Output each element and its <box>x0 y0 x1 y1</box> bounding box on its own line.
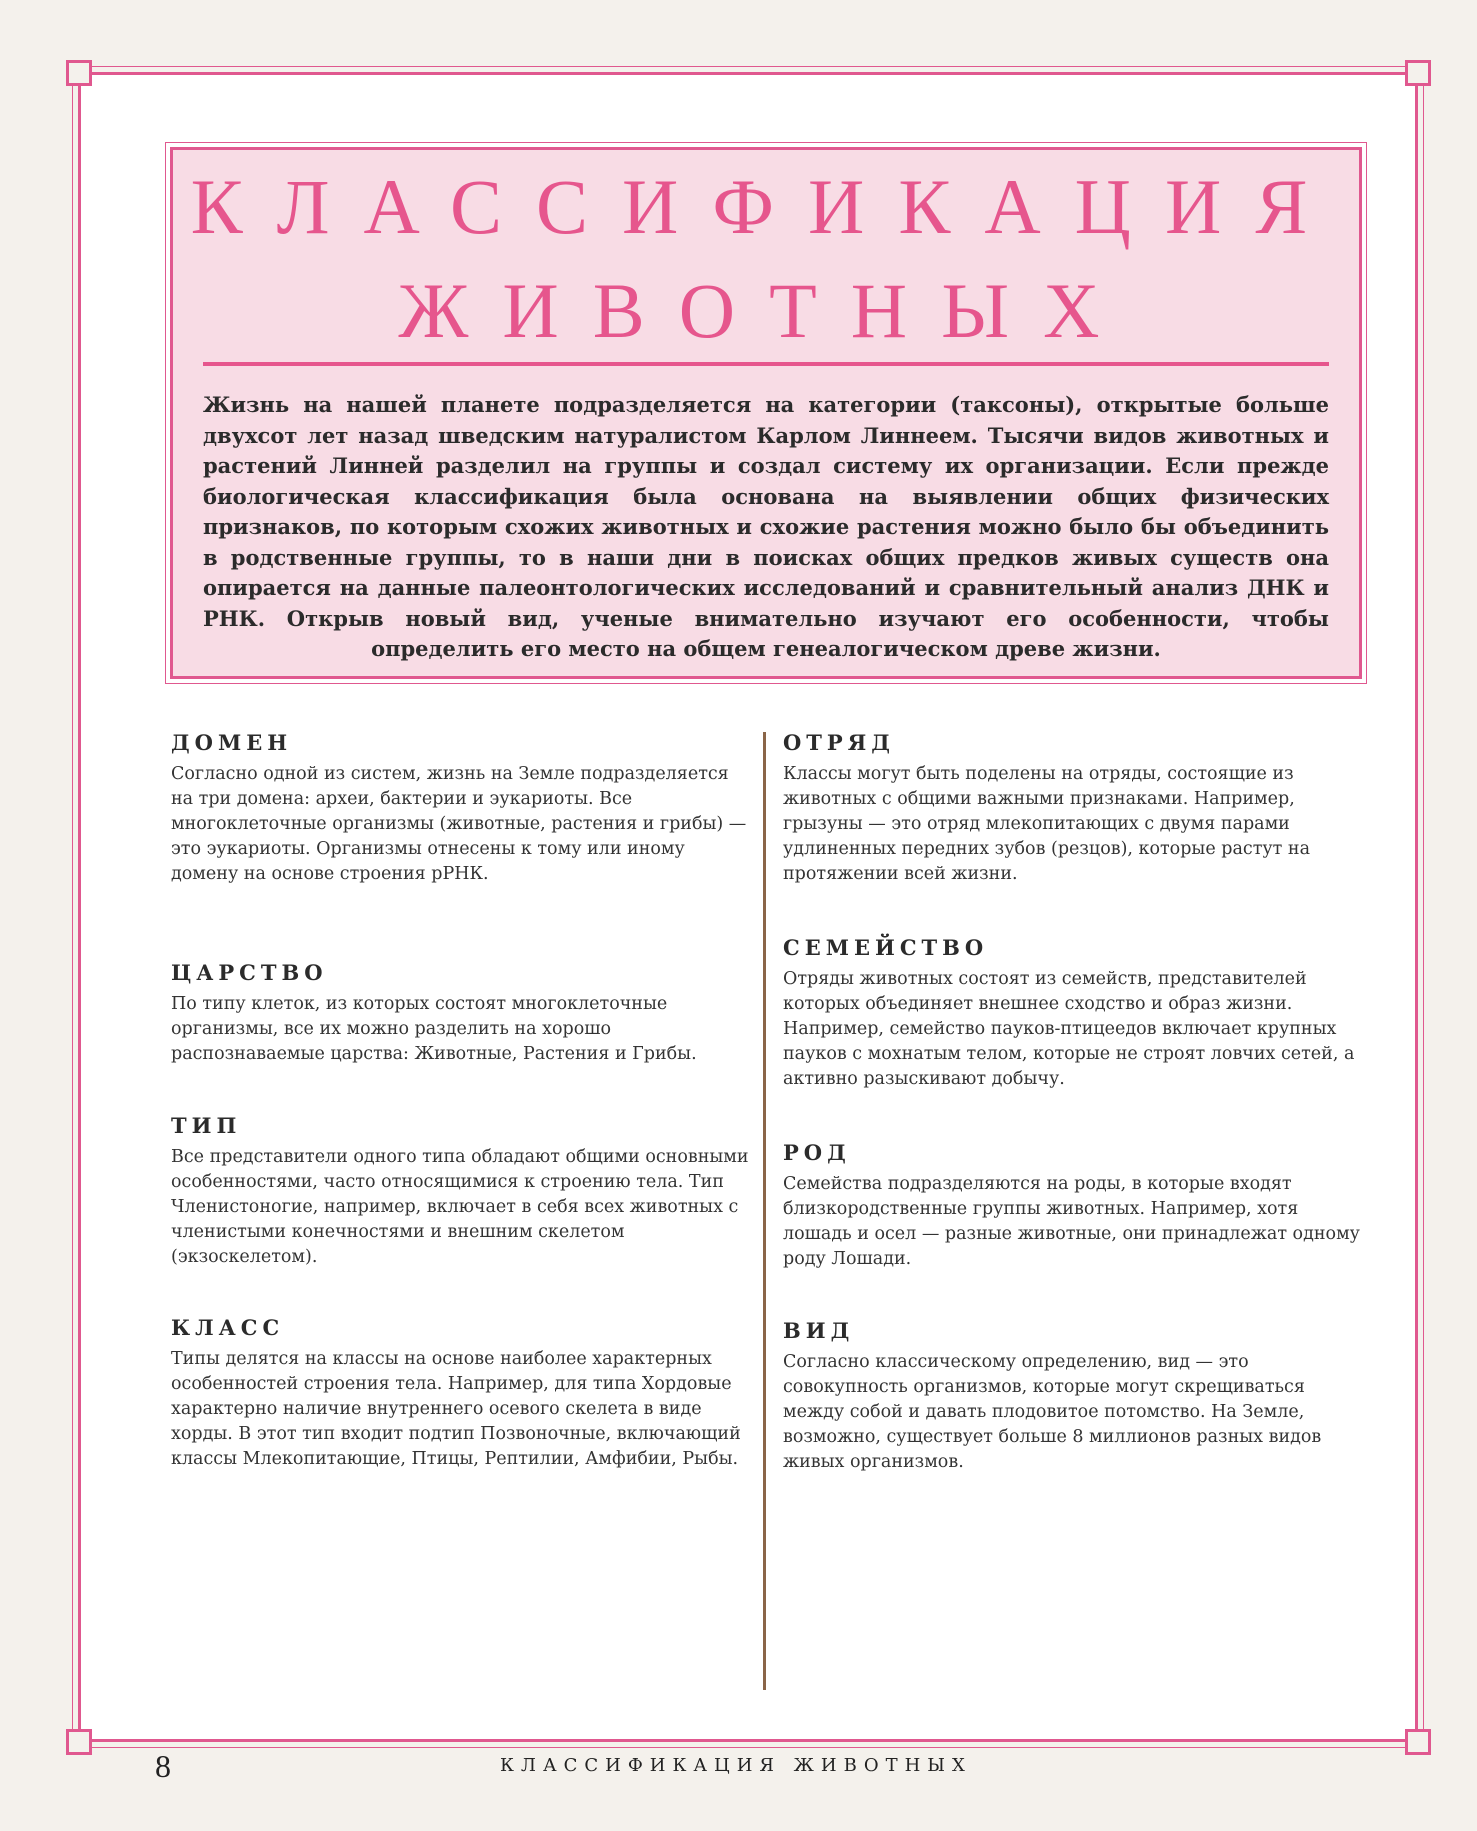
section-domain <box>171 728 751 958</box>
section-heading: ВИД <box>783 1318 855 1343</box>
section-heading: РОД <box>783 1140 851 1165</box>
column-divider <box>763 732 766 1690</box>
frame-corner-bottom-right <box>1405 1729 1431 1755</box>
page-number: 8 <box>155 1748 171 1784</box>
section-text: Отряды животных состоят из семейств, представителей которых объединяет внешнее сходство и образ жизни. Например, семейство пауков-птицеедов включает крупных пауков с мохнатым телом, которые не строят ловчих сетей, а активно разыскивают добычу. <box>783 969 1355 1089</box>
section-genus <box>783 1138 1363 1316</box>
section-heading: СЕМЕЙСТВО <box>783 935 989 960</box>
section-heading: ДОМЕН <box>171 730 293 755</box>
right-column <box>783 728 1363 1475</box>
section-phylum <box>171 1111 751 1313</box>
section-text: Классы могут быть поделены на отряды, состоящие из животных с общими важными признаками. Например, грызуны — это отряд млекопитающих с двумя парами удлиненных передних зубов (резцов), которые растут на протяжении всей жизни. <box>783 764 1311 884</box>
left-column <box>171 728 751 1472</box>
section-family <box>783 933 1363 1138</box>
section-text: Согласно классическому определению, вид — это совокупность организмов, которые могут скрещиваться между собой и давать плодовитое потомство. На Земле, возможно, существует больше 8 миллионов разных видов живых организмов. <box>783 1352 1322 1472</box>
running-title: КЛАССИФИКАЦИЯ ЖИВОТНЫХ <box>500 1755 972 1776</box>
frame-corner-bottom-left <box>66 1729 92 1755</box>
title-panel <box>170 147 1362 679</box>
section-text: По типу клеток, из которых состоят многоклеточные организмы, все их можно разделить на хорошо распознаваемые царства: Животные, Растения и Грибы. <box>171 994 697 1064</box>
page-title-line-2: ЖИВОТНЫХ <box>398 267 1134 354</box>
section-text: Типы делятся на классы на основе наиболее характерных особенностей строения тела. Например, для типа Хордовые характерно наличие внутреннего осевого скелета в виде хорды. В этот тип входит подтип Позвоночные, включающий классы Млекопитающие, Птицы, Рептилии, Амфибии, Рыбы. <box>171 1349 741 1469</box>
frame-corner-top-left <box>66 60 92 86</box>
section-heading: ЦАРСТВО <box>171 960 328 985</box>
intro-paragraph: Жизнь на нашей планете подразделяется на категории (таксоны), открытые больше двухсот лет назад шведским натуралистом Карлом Линнеем. Тысячи видов животных и растений Линней разделил на группы и создал систему их организации. Если прежде биологическая классификация была основана на выявлении общих физических признаков, по которым схожих животных и схожие растения можно было бы объединить в родственные группы, то в наши дни в поисках общих предков живых существ она опирается на данные палеонтологических исследований и сравнительный анализ ДНК и РНК. Открыв новый вид, ученые внимательно изучают его особенности, чтобы определить его место на общем генеалогическом древе жизни. <box>203 392 1329 661</box>
section-class <box>171 1313 751 1472</box>
section-order <box>783 728 1363 933</box>
section-heading: ТИП <box>171 1113 242 1138</box>
page-title-line-1: КЛАССИФИКАЦИЯ <box>190 163 1342 250</box>
section-text: Согласно одной из систем, жизнь на Земле подразделяется на три домена: археи, бактерии и эукариоты. Все многоклеточные организмы (животные, растения и грибы) — это эукариоты. Организмы отнесены к тому или иному домену на основе строения рРНК. <box>171 764 747 884</box>
section-kingdom <box>171 958 751 1111</box>
section-heading: КЛАСС <box>171 1315 285 1340</box>
section-heading: ОТРЯД <box>783 730 895 755</box>
title-divider <box>203 362 1329 366</box>
section-species <box>783 1316 1363 1475</box>
frame-corner-top-right <box>1405 60 1431 86</box>
section-text: Семейства подразделяются на роды, в которые входят близкородственные группы животных. Например, хотя лошадь и осел — разные животные, они принадлежат одному роду Лошади. <box>783 1174 1360 1269</box>
section-text: Все представители одного типа обладают общими основными особенностями, часто относящимися к строению тела. Тип Членистоногие, например, включает в себя всех животных с членистыми конечностями и внешним скелетом (экзоскелетом). <box>171 1147 749 1267</box>
